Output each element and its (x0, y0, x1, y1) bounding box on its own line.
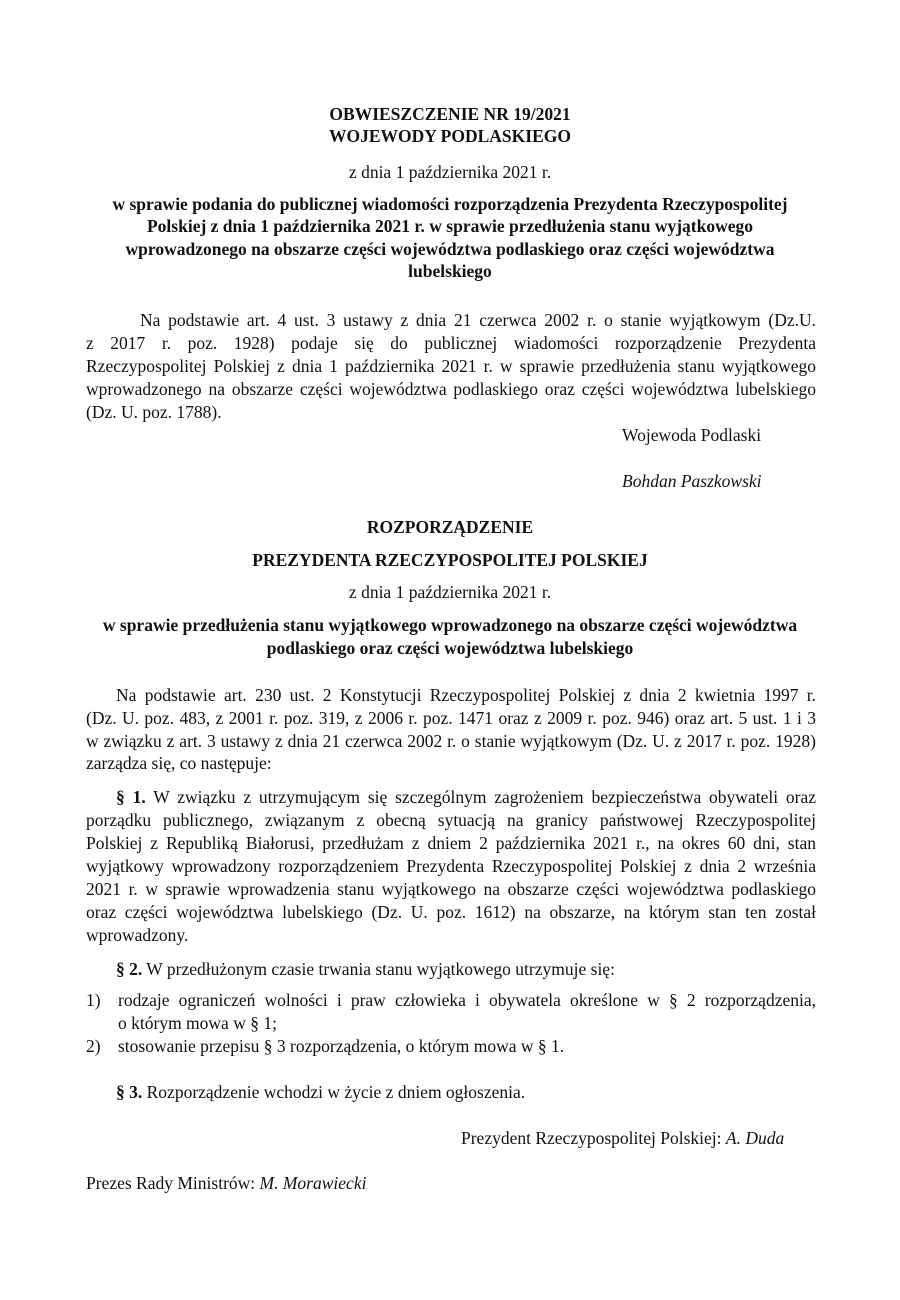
section-1-line: wprowadzony. (86, 925, 189, 945)
section-2-line (116, 958, 615, 980)
section-2-label: § 2. (116, 959, 143, 979)
announcement-body-line: (Dz. U. poz. 1788). (86, 402, 222, 422)
section-3-label: § 3. (116, 1082, 143, 1102)
prime-minister-label: Prezes Rady Ministrów: (86, 1173, 260, 1193)
announcement-subject-line: lubelskiego (408, 261, 492, 281)
section-2-text: W przedłużonym czasie trwania stanu wyjątkowego utrzymuje się: (142, 959, 615, 979)
list-item-number: 1) (86, 990, 101, 1010)
regulation-title-line2: PREZYDENTA RZECZYPOSPOLITEJ POLSKIEJ (252, 550, 648, 570)
list-item-line: rodzaje ograniczeń wolności i praw człowieka i obywatela określone w § 2 rozporządzenia, (118, 990, 816, 1010)
announcement-title-line1: OBWIESZCZENIE NR 19/2021 (329, 104, 571, 124)
section-3-line (116, 1081, 525, 1103)
section-1-line: Polskiej z Republiką Białorusi, przedłużam z dniem 2 października 2021 r., na okres 60 dni, stan (86, 833, 816, 853)
list-item-number: 2) (86, 1036, 101, 1056)
preamble-line: zarządza się, co następuje: (86, 753, 272, 773)
list-item-line: stosowanie przepisu § 3 rozporządzenia, o którym mowa w § 1. (118, 1036, 565, 1056)
section-1-line: 2021 r. w sprawie wprowadzenia stanu wyjątkowego na obszarze części województwa podlaskiego (86, 879, 816, 899)
announcement-body-line: z 2017 r. poz. 1928) podaje się do publicznej wiadomości rozporządzenie Prezydenta (86, 333, 816, 353)
announcement-date: z dnia 1 października 2021 r. (348, 162, 552, 182)
announcement-subject-line: Polskiej z dnia 1 października 2021 r. w sprawie przedłużenia stanu wyjątkowego (146, 216, 754, 236)
announcement-title-line2: WOJEWODY PODLASKIEGO (329, 126, 571, 146)
announcement-signatory-office: Wojewoda Podlaski (622, 425, 762, 445)
regulation-subject-line: podlaskiego oraz części województwa lubelskiego (266, 638, 634, 658)
president-label: Prezydent Rzeczypospolitej Polskiej: (461, 1128, 726, 1148)
regulation-title-line1: ROZPORZĄDZENIE (366, 517, 534, 537)
section-1-line: wyjątkowy wprowadzony rozporządzeniem Prezydenta Rzeczypospolitej Polskiej z dnia 2 września (86, 856, 816, 876)
prime-minister-name: M. Morawiecki (259, 1173, 367, 1193)
section-1-label: § 1. (116, 787, 146, 807)
regulation-date: z dnia 1 października 2021 r. (348, 582, 552, 602)
preamble-line: (Dz. U. poz. 483, z 2001 r. poz. 319, z 2006 r. poz. 1471 oraz z 2009 r. poz. 946) oraz art. 5 ust. 1 i 3 (86, 708, 816, 728)
announcement-signatory-name: Bohdan Paszkowski (622, 471, 762, 491)
section-1-line: oraz części województwa lubelskiego (Dz. U. poz. 1612) na obszarze, na którym stan ten został (86, 902, 816, 922)
list-item-line: o którym mowa w § 1; (118, 1013, 277, 1033)
announcement-body-line: Rzeczypospolitej Polskiej z dnia 1 października 2021 r. w sprawie przedłużenia stanu wyjątkowego (86, 356, 816, 376)
section-1-first-line (116, 786, 816, 808)
president-signature (461, 1127, 784, 1149)
section-3-text: Rozporządzenie wchodzi w życie z dniem ogłoszenia. (142, 1082, 526, 1102)
announcement-subject-line: w sprawie podania do publicznej wiadomości rozporządzenia Prezydenta Rzeczypospolitej (112, 194, 788, 214)
section-1-line: porządku publicznego, związanym z obecną sytuacją na granicy państwowej Rzeczypospolitej (86, 810, 816, 830)
regulation-subject-line: w sprawie przedłużenia stanu wyjątkowego wprowadzonego na obszarze części województwa (102, 615, 798, 635)
preamble-line: w związku z art. 3 ustawy z dnia 21 czerwca 2002 r. o stanie wyjątkowym (Dz. U. z 2017 r. poz. 1928) (86, 731, 816, 751)
section-1-text: W związku z utrzymującym się szczególnym zagrożeniem bezpieczeństwa obywateli oraz (145, 787, 816, 807)
president-name: A. Duda (725, 1128, 785, 1148)
announcement-body-line: wprowadzonego na obszarze części województwa podlaskiego oraz części województwa lubelskiego (86, 379, 816, 399)
prime-minister-signature (86, 1172, 366, 1194)
preamble-line: Na podstawie art. 230 ust. 2 Konstytucji Rzeczypospolitej Polskiej z dnia 2 kwietnia 1997 r. (116, 685, 816, 705)
announcement-subject-line: wprowadzonego na obszarze części województwa podlaskiego oraz części województwa (125, 239, 775, 259)
announcement-body-line: Na podstawie art. 4 ust. 3 ustawy z dnia 21 czerwca 2002 r. o stanie wyjątkowym (Dz.U. (140, 310, 816, 330)
